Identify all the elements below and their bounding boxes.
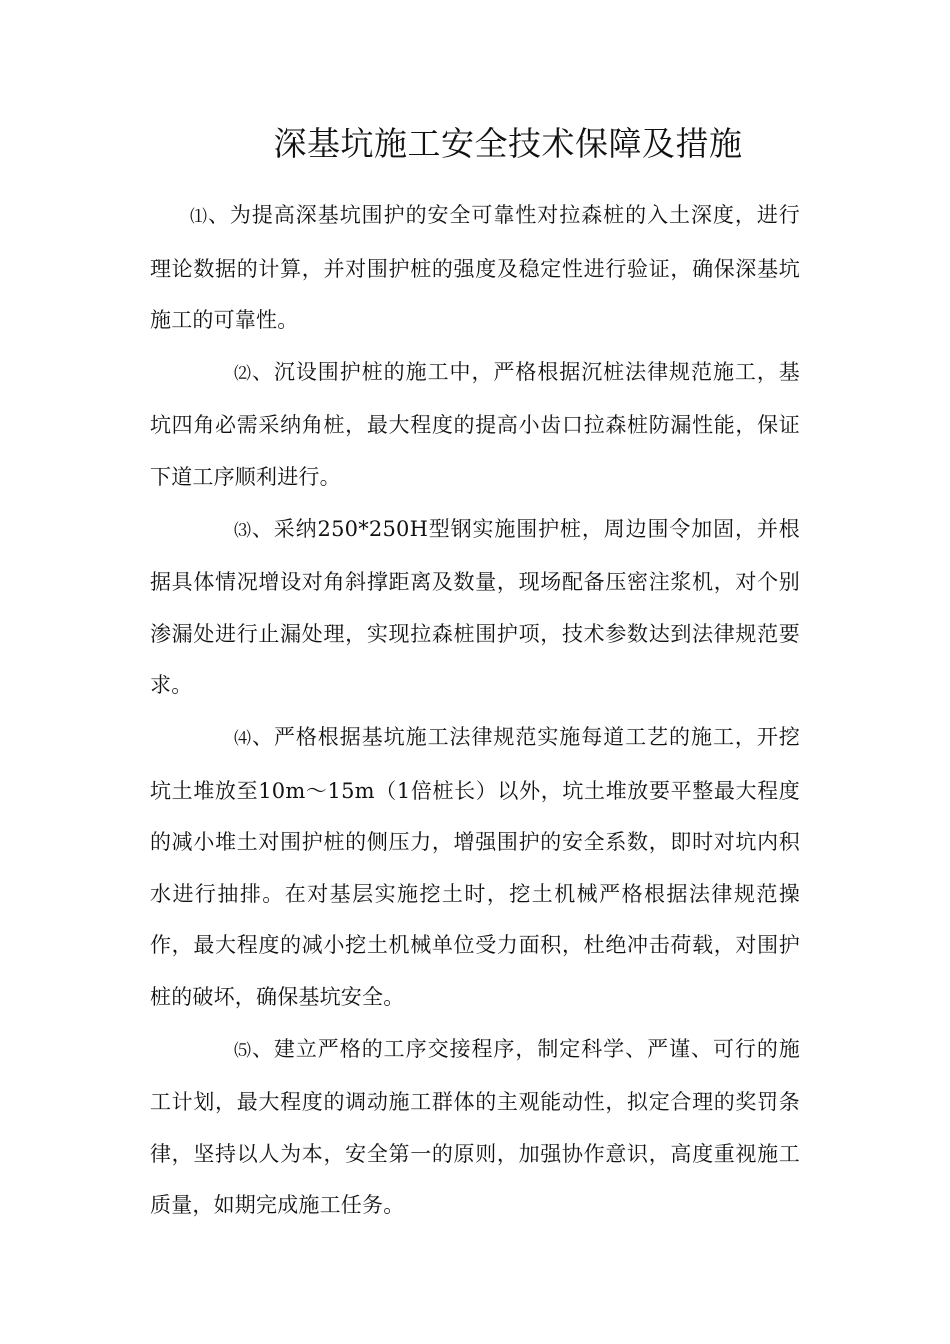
paragraph-2-marker: ⑵ xyxy=(234,363,252,384)
paragraph-4-text: 、严格根据基坑施工法律规范实施每道工艺的施工，开挖坑土堆放至10m～15m（1倍桩长）以外，坑土堆放要平整最大程度的减小堆土对围护桩的侧压力，增强围护的安全系数，即时对坑内积水进行抽排。在对基层实施挖土时，挖土机械严格根据法律规范操作，最大程度的减小挖土机械单位受力面积，杜绝冲击荷载，对围护桩的破坏，确保基坑安全。 xyxy=(150,724,800,1009)
paragraph-5-marker: ⑸ xyxy=(234,1040,252,1061)
paragraph-2 xyxy=(150,347,800,504)
document-body xyxy=(150,190,800,1232)
paragraph-1 xyxy=(150,190,800,347)
paragraph-3 xyxy=(150,504,800,712)
paragraph-2-text: 、沉设围护桩的施工中，严格根据沉桩法律规范施工，基坑四角必需采纳角桩，最大程度的提高小齿口拉森桩防漏性能，保证下道工序顺利进行。 xyxy=(150,359,800,489)
paragraph-3-text: 、采纳250*250H型钢实施围护桩，周边围令加固，并根据具体情况增设对角斜撑距离及数量，现场配备压密注浆机，对个别渗漏处进行止漏处理，实现拉森桩围护项，技术参数达到法律规范要求。 xyxy=(150,516,801,698)
paragraph-5 xyxy=(150,1024,800,1232)
paragraph-1-marker: ⑴ xyxy=(190,207,208,227)
paragraph-5-text: 、建立严格的工序交接程序，制定科学、严谨、可行的施工计划，最大程度的调动施工群体的主观能动性，拟定合理的奖罚条律，坚持以人为本，安全第一的原则，加强协作意识，高度重视施工质量，如期完成施工任务。 xyxy=(150,1036,800,1218)
paragraph-3-marker: ⑶ xyxy=(234,520,252,541)
document-title: 深基坑施工安全技术保障及措施 xyxy=(273,124,743,163)
paragraph-4-marker: ⑷ xyxy=(234,728,252,749)
paragraph-4 xyxy=(150,712,800,1024)
paragraph-1-text: 、为提高深基坑围护的安全可靠性对拉森桩的入土深度，进行理论数据的计算，并对围护桩的强度及稳定性进行验证，确保深基坑施工的可靠性。 xyxy=(150,203,801,333)
